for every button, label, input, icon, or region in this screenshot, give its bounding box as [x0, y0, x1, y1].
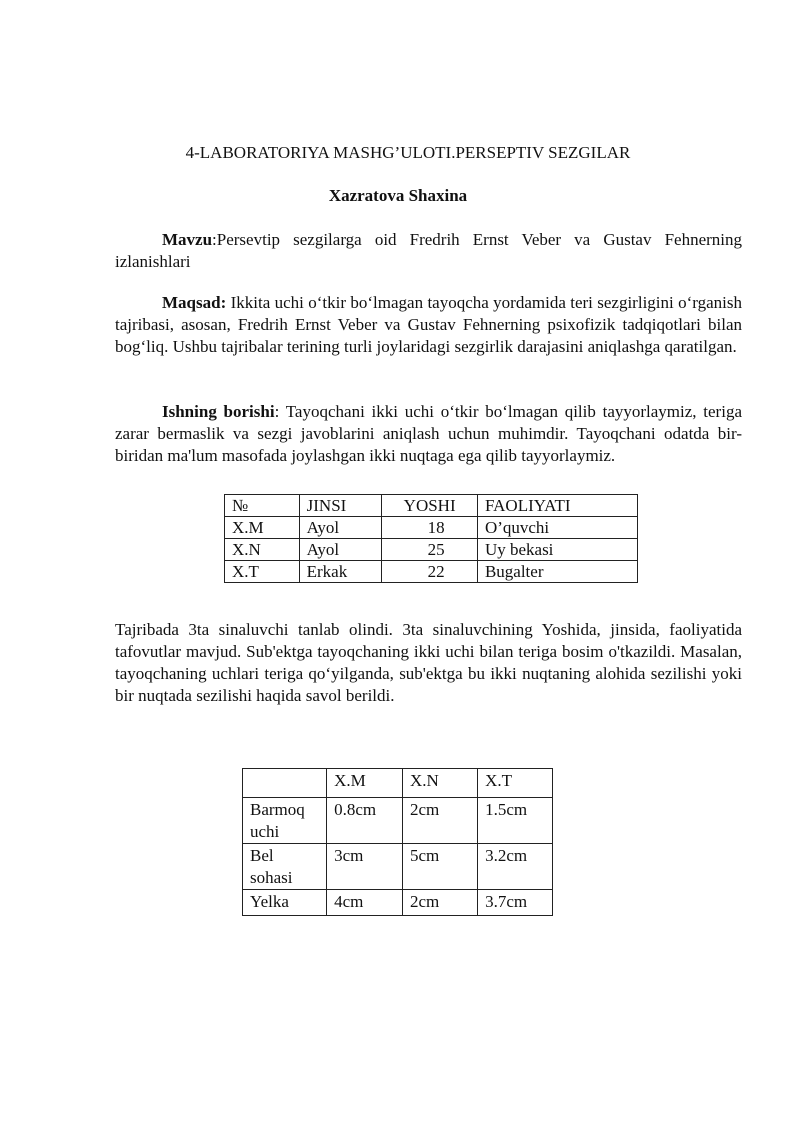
table-cell: Uy bekasi — [477, 539, 637, 561]
table-cell: X.T — [225, 561, 300, 583]
header-cell: X.T — [478, 769, 553, 798]
page-title: 4-LABORATORIYA MASHG’ULOTI.PERSEPTIV SEZGILAR — [185, 143, 631, 162]
table-cell: 2cm — [402, 798, 477, 844]
table-cell: 3.7cm — [478, 890, 553, 916]
tajriba-paragraph: Tajribada 3ta sinaluvchi tanlab olindi. 3ta sinaluvchining Yoshida, jinsida, faoliyatida tafovutlar mavjud. Sub'ektga tayoqchaning ikki uchi bilan teriga bosim o'tkazildi. Masalan, tayoqchaning uchlari teriga qo‘yilganda, sub'ektga bu ikki nuqtaning alohida sezilishi yoki bir nuqtada sezilishi haqida savol berildi. — [115, 620, 742, 705]
table-cell: Bel sohasi — [243, 844, 327, 890]
results-table — [242, 768, 553, 916]
maqsad-text: Ikkita uchi o‘tkir bo‘lmagan tayoqcha yordamida teri sezgirligini o‘rganish tajribasi, asosan, Fredrih Ernst Veber va Gustav Fehnerning psixofizik tadqiqotlari bilan bog‘liq. Ushbu tajribalar terining turli joylaridagi sezgirlik darajasini aniqlashga qaratilgan. — [115, 293, 742, 356]
mavzu-paragraph — [115, 229, 742, 273]
participants-table — [224, 494, 638, 583]
table-cell: 25 — [382, 539, 478, 561]
table-row — [225, 539, 638, 561]
table-cell: X.M — [225, 517, 300, 539]
header-cell — [243, 769, 327, 798]
table-row — [243, 890, 553, 916]
header-cell: X.N — [402, 769, 477, 798]
table-row — [243, 798, 553, 844]
header-cell: JINSI — [299, 495, 382, 517]
table-cell: 1.5cm — [478, 798, 553, 844]
table-row — [225, 517, 638, 539]
table-cell: O’quvchi — [477, 517, 637, 539]
table-cell: 18 — [382, 517, 478, 539]
header-cell: № — [225, 495, 300, 517]
table-row — [243, 844, 553, 890]
table-cell: Barmoq uchi — [243, 798, 327, 844]
maqsad-paragraph — [115, 292, 742, 358]
table-cell: 2cm — [402, 890, 477, 916]
table-header-row — [243, 769, 553, 798]
ishning-borishi-text: : Tayoqchani ikki uchi o‘tkir bo‘lmagan qilib tayyorlaymiz, teriga zarar bermaslik va sezgi javoblarini aniqlash uchun muhimdir. Tayoqchani odatda bir-biridan ma'lum masofada joylashgan ikki nuqtaga ega qilib tayyorlaymiz. — [115, 402, 742, 465]
maqsad-label: Maqsad: — [162, 293, 227, 312]
ishning-borishi-paragraph — [115, 401, 742, 467]
table-cell: 3.2cm — [478, 844, 553, 890]
header-cell: FAOLIYATI — [477, 495, 637, 517]
ishning-borishi-label: Ishning borishi — [162, 402, 275, 421]
table-cell: Bugalter — [477, 561, 637, 583]
table-cell: 22 — [382, 561, 478, 583]
table-cell: X.N — [225, 539, 300, 561]
table-cell: Ayol — [299, 517, 382, 539]
mavzu-label: Mavzu — [162, 230, 213, 249]
table-row — [225, 561, 638, 583]
mavzu-text: :Persevtip sezgilarga oid Fredrih Ernst Veber va Gustav Fehnerning izlanishlari — [115, 230, 742, 271]
table-cell: Erkak — [299, 561, 382, 583]
table-cell: 5cm — [402, 844, 477, 890]
table-cell: Yelka — [243, 890, 327, 916]
table-cell: 4cm — [327, 890, 403, 916]
header-cell: X.M — [327, 769, 403, 798]
table-cell: 3cm — [327, 844, 403, 890]
table-cell: 0.8cm — [327, 798, 403, 844]
table-cell: Ayol — [299, 539, 382, 561]
header-cell: YOSHI — [382, 495, 478, 517]
author-name: Xazratova Shaxina — [328, 186, 468, 205]
table-header-row — [225, 495, 638, 517]
